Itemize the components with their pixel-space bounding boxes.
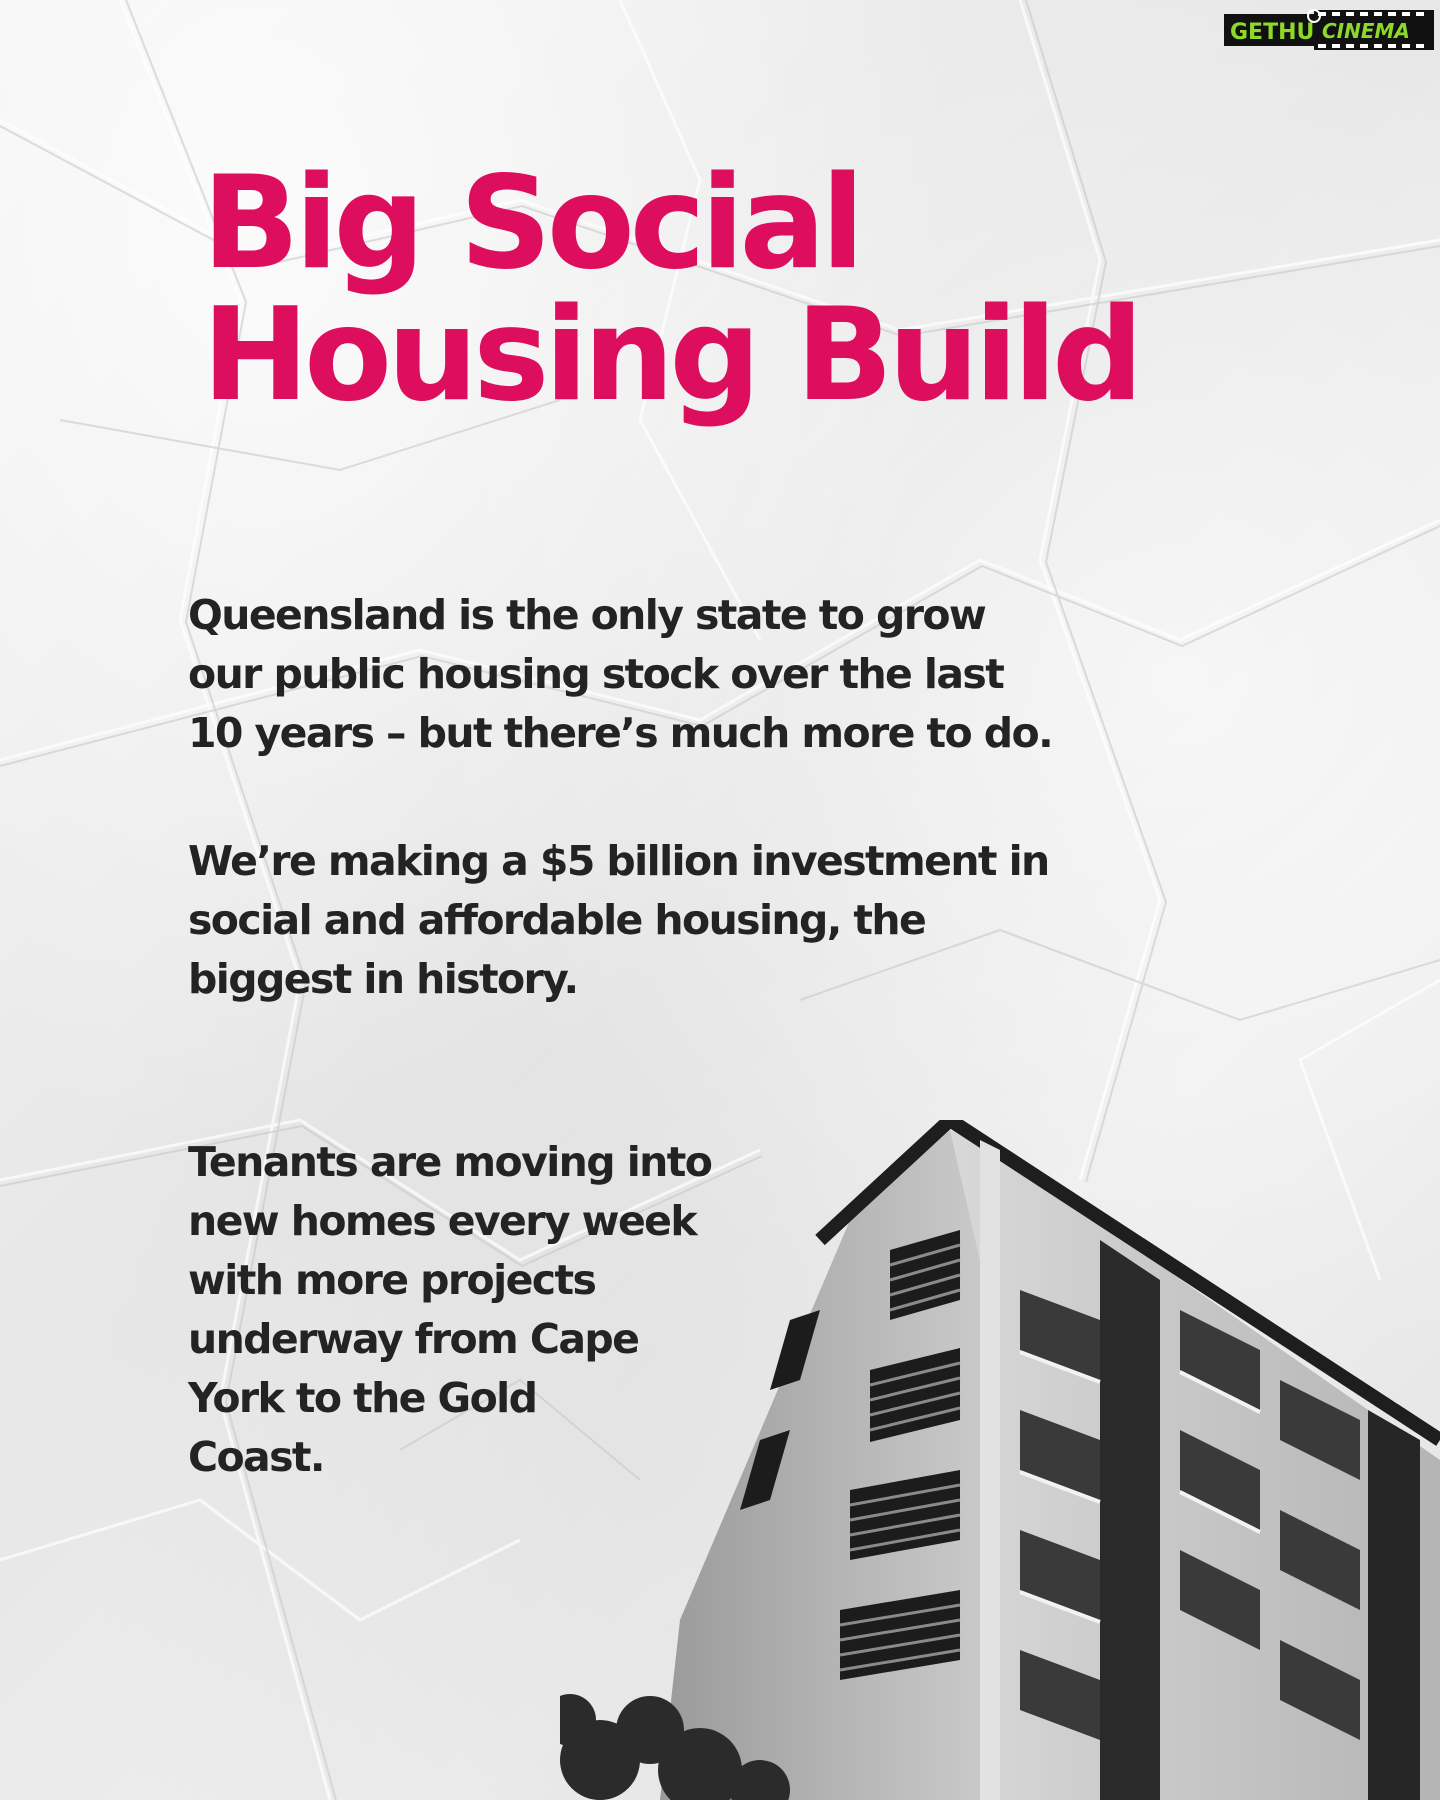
svg-text:CINEMA: CINEMA [1322, 19, 1410, 43]
paragraph-line: underway from Cape [188, 1315, 639, 1363]
paragraph-public-housing [188, 586, 1052, 763]
paragraph-line: with more projects [188, 1256, 596, 1304]
title-line: Housing Build [202, 281, 1139, 430]
paragraph-line: our public housing stock over the last [188, 650, 1004, 698]
paragraph-line: 10 years – but there’s much more to do. [188, 709, 1053, 757]
title-line: Big Social [202, 149, 860, 298]
paragraph-line: Tenants are moving into [188, 1138, 712, 1186]
paragraph-investment [188, 832, 1049, 1009]
paragraph-line: We’re making a $5 billion investment in [188, 837, 1049, 885]
paragraph-line: biggest in history. [188, 955, 578, 1003]
paragraph-line: new homes every week [188, 1197, 697, 1245]
page-title [202, 149, 1302, 430]
svg-text:GETHU: GETHU [1230, 20, 1315, 45]
paragraph-line: Queensland is the only state to grow [188, 591, 986, 639]
paragraph-line: Coast. [188, 1433, 324, 1481]
paragraph-line: York to the Gold [188, 1374, 537, 1422]
paragraph-line: social and affordable housing, the [188, 896, 926, 944]
gethu-cinema-logo [1224, 6, 1438, 54]
paragraph-tenants [188, 1133, 711, 1487]
